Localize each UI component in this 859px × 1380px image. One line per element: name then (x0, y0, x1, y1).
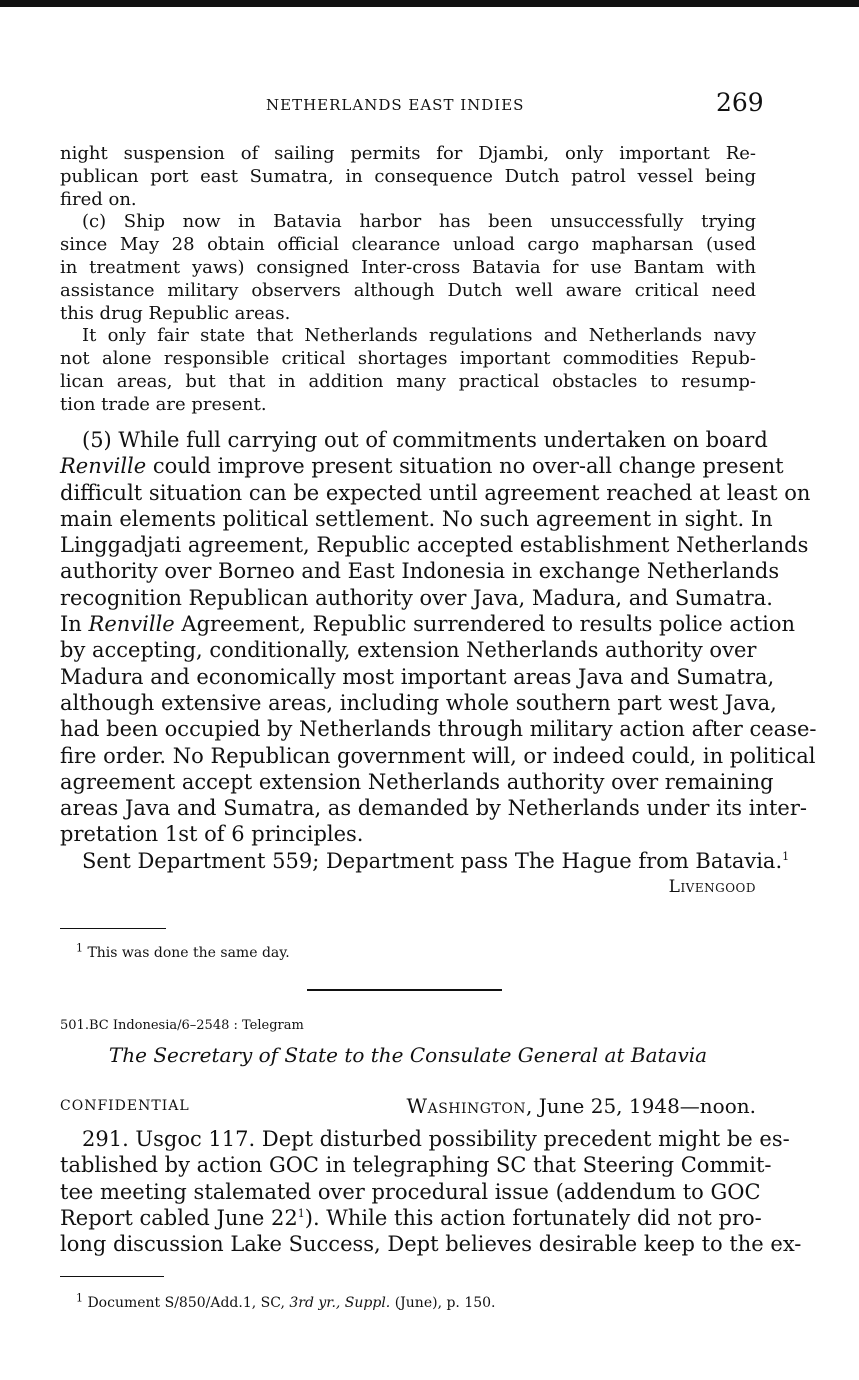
text-line (60, 611, 796, 637)
text-line: tablished by action GOC in telegraphing SC that Steering Commit- (60, 1153, 772, 1178)
footnote (76, 1291, 496, 1311)
text-line (60, 453, 784, 479)
text-line: areas Java and Sumatra, as demanded by Netherlands under its inter- (60, 796, 807, 821)
page-number: 269 (716, 88, 764, 117)
text-fragment: Sent Department 559; Department pass The Hague from Batavia. (82, 848, 783, 873)
text-line: authority over Borneo and East Indonesia in exchange Netherlands (60, 559, 780, 584)
signature: Livengood (668, 877, 756, 898)
text-fragment: Report cabled June 22 (60, 1205, 298, 1230)
footnote-rule (60, 928, 166, 929)
document-title: The Secretary of State to the Consulate General at Batavia (108, 1043, 708, 1067)
text-line: since May 28 obtain official clearance unload cargo mapharsan (used (60, 234, 756, 256)
footnote-text: (June), p. 150. (394, 1295, 496, 1311)
section-paragraph-5 (60, 427, 817, 900)
text-line: although extensive areas, including whole southern part west Java, (60, 690, 777, 715)
text-line: 291. Usgoc 117. Dept disturbed possibility precedent might be es- (82, 1127, 790, 1151)
footnote-marker: 1 (782, 849, 790, 863)
text-fragment: ). While this action fortunately did not pro- (304, 1205, 762, 1230)
running-title: NETHERLANDS EAST INDIES (266, 96, 525, 114)
place: Washington (406, 1094, 527, 1118)
date: , June 25, 1948—noon. (526, 1094, 756, 1118)
footnote-marker: 1 (76, 1291, 83, 1305)
text-line (60, 1205, 762, 1231)
footnote-marker: 1 (297, 1206, 305, 1220)
footnote-text: Document S/850/Add.1, SC, (87, 1295, 285, 1311)
text-line: agreement accept extension Netherlands authority over remaining (60, 769, 774, 794)
text-line: Linggadjati agreement, Republic accepted establishment Netherlands (60, 533, 809, 558)
text-line: had been occupied by Netherlands through military action after cease- (60, 717, 817, 742)
text-fragment: Agreement, Republic surrendered to results police action (181, 612, 796, 637)
footnote-marker: 1 (76, 941, 83, 955)
text-line: this drug Republic areas. (60, 302, 291, 324)
footnote-italic: 3rd yr., Suppl. (289, 1295, 391, 1311)
telegram-body (60, 1126, 802, 1257)
ship-name: Renville (60, 454, 147, 479)
text-line: (5) While full carrying out of commitments undertaken on board (82, 428, 768, 452)
text-line: It only fair state that Netherlands regulations and Netherlands navy (82, 325, 756, 347)
text-line: tee meeting stalemated over procedural issue (addendum to GOC (60, 1179, 761, 1204)
file-reference: 501.BC Indonesia/6–2548 : Telegram (60, 1018, 304, 1033)
footnote-rule (60, 1276, 164, 1277)
text-fragment: In (60, 612, 82, 637)
text-fragment: could improve present situation no over-all change present (152, 454, 784, 479)
text-line: not alone responsible critical shortages important commodities Repub- (60, 348, 756, 370)
page-top-edge (0, 0, 859, 7)
agreement-name: Renville (88, 612, 175, 637)
date-line (407, 1094, 756, 1118)
text-line: long discussion Lake Success, Dept believes desirable keep to the ex- (60, 1232, 802, 1257)
text-line: assistance military observers although Dutch well aware critical need (60, 279, 756, 301)
text-line: by accepting, conditionally, extension Netherlands authority over (60, 638, 757, 663)
text-line: pretation 1st of 6 principles. (60, 822, 364, 847)
text-line: Madura and economically most important areas Java and Sumatra, (60, 664, 775, 689)
section-continued-paragraph (60, 143, 756, 417)
text-line: (c) Ship now in Batavia harbor has been unsuccessfully trying (82, 211, 756, 233)
section-divider (307, 989, 502, 991)
footnote (76, 941, 290, 961)
text-line: night suspension of sailing permits for Djambi, only important Re- (60, 143, 756, 164)
text-line: fire order. No Republican government will, or indeed could, in political (60, 743, 816, 768)
footnote-text: This was done the same day. (87, 945, 290, 961)
text-line: publican port east Sumatra, in consequence Dutch patrol vessel being (60, 165, 756, 187)
text-line: fired on. (60, 188, 137, 210)
text-line: recognition Republican authority over Java, Madura, and Sumatra. (60, 585, 773, 610)
text-line: difficult situation can be expected until agreement reached at least on (60, 480, 811, 505)
text-line: lican areas, but that in addition many practical obstacles to resump- (60, 370, 756, 392)
text-line: tion trade are present. (60, 393, 267, 415)
text-line: in treatment yaws) consigned Inter-cross Batavia for use Bantam with (60, 256, 756, 278)
text-line (60, 848, 790, 874)
text-line: main elements political settlement. No such agreement in sight. In (60, 506, 773, 531)
classification: CONFIDENTIAL (60, 1098, 190, 1114)
